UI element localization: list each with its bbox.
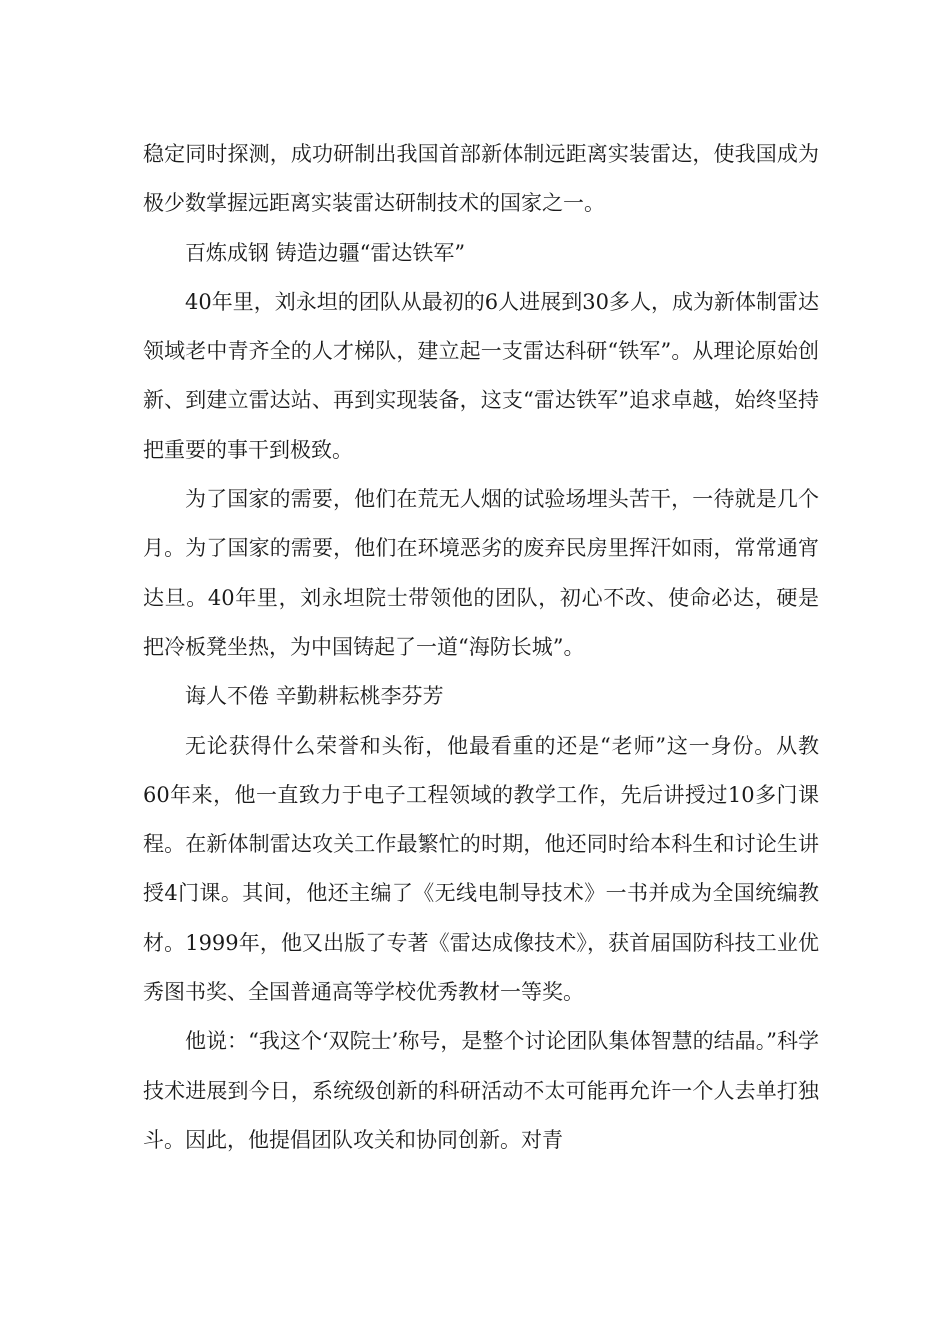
section-heading-teaching: 诲人不倦 辛勤耕耘桃李芬芳	[185, 684, 444, 709]
paragraph-teacher-identity: 无论获得什么荣誉和头衔，他最看重的还是“老师”这一身份。从教60年来，他一直致力于电子工程领域的教学工作，先后讲授过10多门课程。在新体制雷达攻关工作最繁忙的时期，他还同时给本科生和讨论生讲授4门课。其间，他还主编了《无线电制导技术》一书并成为全国统编教材。1999年，他又出版了专著《雷达成像技术》，获首届国防科技工业优秀图书奖、全国普通高等学校优秀教材一等奖。	[143, 733, 819, 1005]
section-heading-radar-army: 百炼成钢 铸造边疆“雷达铁军”	[185, 240, 466, 265]
paragraph-team-growth: 40年里，刘永坦的团队从最初的6人进展到30多人，成为新体制雷达领域老中青齐全的人才梯队，建立起一支雷达科研“铁军”。从理论原始创新、到建立雷达站、再到实现装备，这支“雷达铁军”追求卓越，始终坚持把重要的事干到极致。	[143, 289, 819, 462]
document-body	[143, 130, 819, 1165]
paragraph-continued: 稳定同时探测，成功研制出我国首部新体制远距离实装雷达，使我国成为极少数掌握远距离实装雷达研制技术的国家之一。	[143, 142, 819, 216]
paragraph-team-innovation: 他说：“我这个‘双院士’称号，是整个讨论团队集体智慧的结晶。”科学技术进展到今日，系统级创新的科研活动不太可能再允许一个人去单打独斗。因此，他提倡团队攻关和协同创新。对青	[143, 1029, 819, 1152]
paragraph-national-needs: 为了国家的需要，他们在荒无人烟的试验场埋头苦干，一待就是几个月。为了国家的需要，他们在环境恶劣的废弃民房里挥汗如雨，常常通宵达旦。40年里，刘永坦院士带领他的团队，初心不改、使命必达，硬是把冷板凳坐热，为中国铸起了一道“海防长城”。	[143, 487, 819, 659]
